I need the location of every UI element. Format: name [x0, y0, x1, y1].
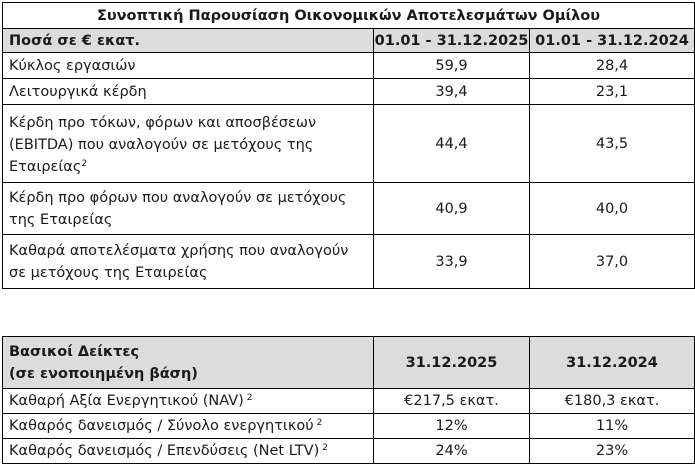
value-2024: 23%	[530, 439, 695, 464]
header-indicators-subtitle: (σε ενοποιημένη βάση)	[9, 365, 198, 382]
table-row	[3, 183, 695, 235]
row-label	[3, 105, 374, 183]
footnote-marker: 2	[322, 443, 328, 453]
row-label	[3, 53, 374, 79]
value-2025: 59,9	[374, 53, 530, 79]
value-2024: 23,1	[530, 79, 695, 105]
value-2025: €217,5 εκατ.	[374, 389, 530, 414]
value-2024: 28,4	[530, 53, 695, 79]
row-label-text: Λειτουργικά κέρδη	[9, 83, 147, 100]
header-period-2025: 01.01 - 31.12.2025	[374, 29, 530, 53]
header-date-2025: 31.12.2025	[374, 337, 530, 389]
row-label	[3, 235, 374, 289]
table-row	[3, 439, 695, 464]
value-2024: 37,0	[530, 235, 695, 289]
value-2025: 44,4	[374, 105, 530, 183]
header-amounts-label: Ποσά σε € εκατ.	[3, 29, 374, 53]
row-label	[3, 183, 374, 235]
header-indicators-title: Βασικοί Δείκτες	[9, 343, 140, 360]
row-label-text: Καθαρός δανεισμός / Σύνολο ενεργητικού	[9, 418, 314, 434]
header-date-2024: 31.12.2024	[530, 337, 695, 389]
value-2025: 40,9	[374, 183, 530, 235]
row-label	[3, 439, 374, 464]
table-row	[3, 389, 695, 414]
footnote-marker: 2	[246, 393, 253, 403]
value-2024: 43,5	[530, 105, 695, 183]
table-title-row	[3, 3, 695, 29]
header-indicators-label	[3, 337, 374, 389]
row-label	[3, 389, 374, 414]
table-title: Συνοπτική Παρουσίαση Οικονομικών Αποτελεσμάτων Ομίλου	[3, 3, 695, 29]
footnote-marker: 2	[81, 158, 88, 169]
financial-results-table	[2, 2, 695, 289]
table-row	[3, 414, 695, 439]
table-row	[3, 105, 695, 183]
table-header-row	[3, 29, 695, 53]
table-row	[3, 53, 695, 79]
row-label-text: Καθαρή Αξία Ενεργητικού (NAV)	[9, 393, 244, 409]
row-label-text: Κύκλος εργασιών	[9, 57, 136, 74]
row-label	[3, 414, 374, 439]
value-2025: 24%	[374, 439, 530, 464]
value-2025: 12%	[374, 414, 530, 439]
value-2025: 33,9	[374, 235, 530, 289]
row-label-text: Καθαρός δανεισμός / Επενδύσεις (Net LTV)	[9, 443, 320, 459]
footnote-marker: 2	[316, 418, 323, 428]
key-indicators-table	[2, 336, 695, 464]
table-row	[3, 235, 695, 289]
header-period-2024: 01.01 - 31.12.2024	[530, 29, 695, 53]
table-row	[3, 79, 695, 105]
value-2025: 39,4	[374, 79, 530, 105]
value-2024: 11%	[530, 414, 695, 439]
table-header-row	[3, 337, 695, 389]
row-label	[3, 79, 374, 105]
value-2024: €180,3 εκατ.	[530, 389, 695, 414]
value-2024: 40,0	[530, 183, 695, 235]
row-label-text: Κέρδη προ φόρων που αναλογούν σε μετόχους της Εταιρείας	[9, 189, 347, 228]
row-label-text: Κέρδη προ τόκων, φόρων και αποσβέσεων (EBITDA) που αναλογούν σε μετόχους της Εταιρείας	[9, 114, 317, 175]
row-label-text: Καθαρά αποτελέσματα χρήσης που αναλογούν σε μετόχους της Εταιρείας	[9, 242, 349, 281]
